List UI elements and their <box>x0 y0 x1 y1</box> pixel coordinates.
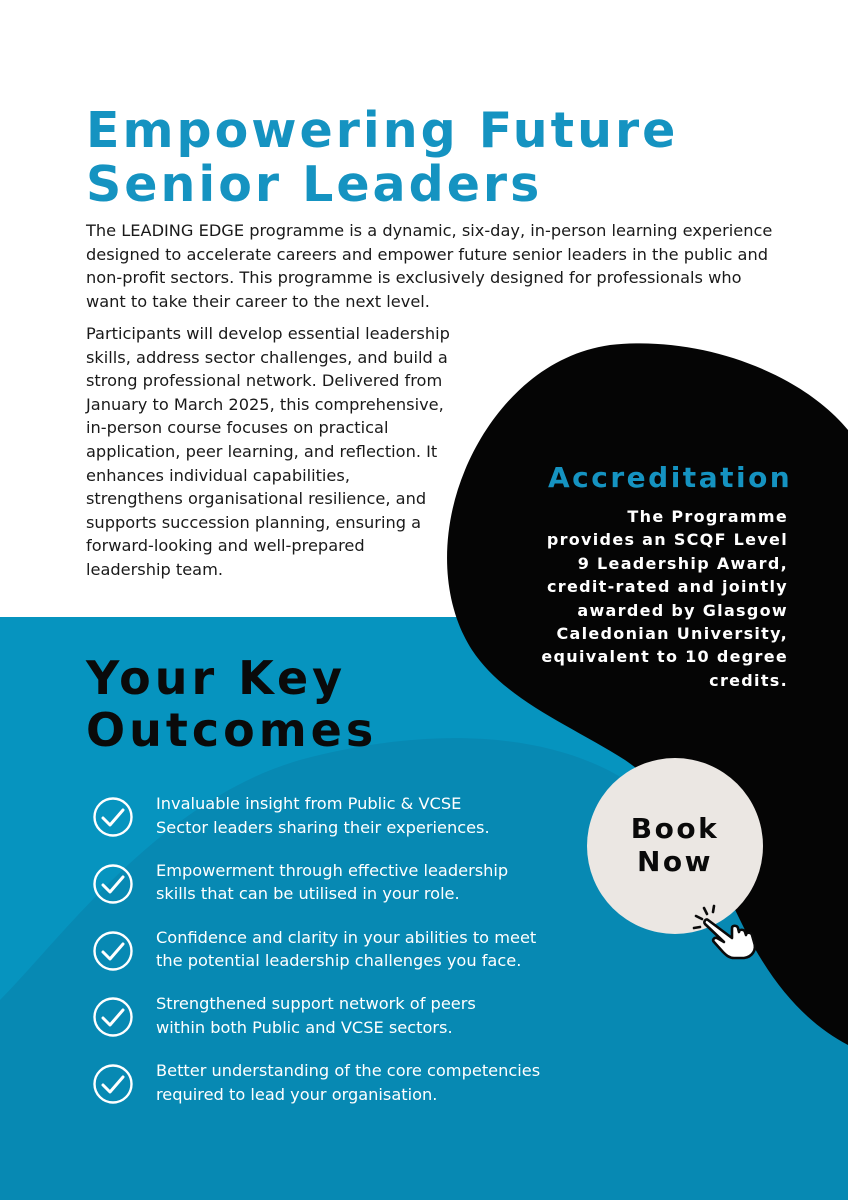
accreditation-text: The Programme provides an SCQF Level 9 Leadership Award, credit-rated and jointly awarded by Glasgow Caledonian University, equivalent to 10 degree credits. <box>541 507 788 690</box>
outcomes-title: Your Key Outcomes <box>86 651 378 757</box>
check-circle-icon <box>92 996 134 1038</box>
page-title: Empowering Future Senior Leaders <box>86 102 679 213</box>
outcome-text: Confidence and clarity in your abilities to meet the potential leadership challenges you face. <box>156 927 537 971</box>
outcome-text: Strengthened support network of peers within both Public and VCSE sectors. <box>156 994 476 1037</box>
outcome-text: Invaluable insight from Public & VCSE Sector leaders sharing their experiences. <box>156 794 490 837</box>
details-paragraph: Participants will develop essential leadership skills, address sector challenges, and build a strong professional network. Delivered from January to March 2025, this comprehensive, in-person course focuses on practical application, peer learning, and reflection. It enhances individual capabilities, strengthens organisational resilience, and supports succession planning, ensuring a forward-looking and well-prepared leadership team. <box>86 324 450 579</box>
book-now-label: Book Now <box>630 812 720 878</box>
accreditation-title: Accreditation <box>548 461 793 494</box>
check-circle-icon <box>92 1063 134 1105</box>
pointing-hand-click-icon <box>692 904 762 960</box>
check-circle-icon <box>92 930 134 972</box>
outcome-text: Empowerment through effective leadership skills that can be utilised in your role. <box>156 860 509 904</box>
intro-paragraph: The LEADING EDGE programme is a dynamic, six-day, in-person learning experience designed to accelerate careers and empower future senior leaders in the public and non-profit sectors. This programme is exclusively designed for professionals who want to take their career to the next level. <box>86 221 773 311</box>
outcome-text: Better understanding of the core competencies required to lead your organisation. <box>156 1061 541 1104</box>
check-circle-icon <box>92 796 134 838</box>
check-circle-icon <box>92 863 134 905</box>
